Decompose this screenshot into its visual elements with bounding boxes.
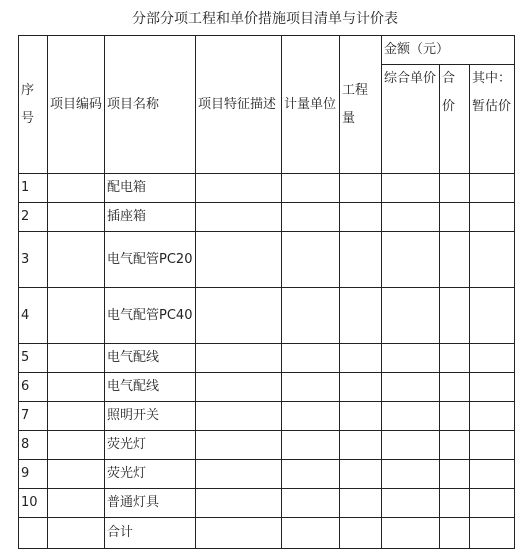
row-total — [440, 174, 470, 203]
table-row — [19, 489, 515, 518]
header-unit-price: 综合单价 — [382, 65, 440, 174]
row-code — [48, 174, 105, 203]
row-unit — [282, 344, 340, 373]
row-code — [48, 344, 105, 373]
row-name: 电气配线 — [105, 344, 196, 373]
row-seq: 3 — [19, 232, 48, 288]
row-provisional — [470, 402, 515, 431]
row-name: 配电箱 — [105, 174, 196, 203]
row-provisional — [470, 288, 515, 344]
row-qty — [340, 288, 382, 344]
row-unit — [282, 232, 340, 288]
row-unit-price — [382, 460, 440, 489]
header-total: 合价 — [440, 65, 470, 174]
row-unit-price — [382, 402, 440, 431]
row-qty — [340, 460, 382, 489]
row-unit-price — [382, 431, 440, 460]
row-total — [440, 373, 470, 402]
row-code — [48, 518, 105, 549]
row-unit-price — [382, 203, 440, 232]
table-row — [19, 373, 515, 402]
table-row — [19, 344, 515, 373]
row-feature — [196, 344, 282, 373]
row-feature — [196, 373, 282, 402]
row-feature — [196, 174, 282, 203]
row-unit — [282, 288, 340, 344]
row-unit-price — [382, 232, 440, 288]
table-row — [19, 232, 515, 288]
row-provisional — [470, 460, 515, 489]
row-unit — [282, 489, 340, 518]
row-feature — [196, 489, 282, 518]
row-seq: 5 — [19, 344, 48, 373]
row-qty — [340, 402, 382, 431]
table-title: 分部分项工程和单价措施项目清单与计价表 — [132, 11, 398, 27]
row-total — [440, 288, 470, 344]
row-total — [440, 431, 470, 460]
row-provisional — [470, 518, 515, 549]
row-name: 电气配管PC40 — [105, 288, 196, 344]
row-total — [440, 489, 470, 518]
row-provisional — [470, 203, 515, 232]
row-qty — [340, 232, 382, 288]
row-unit-price — [382, 373, 440, 402]
row-name: 电气配线 — [105, 373, 196, 402]
row-feature — [196, 431, 282, 460]
row-unit-price — [382, 174, 440, 203]
row-seq: 10 — [19, 489, 48, 518]
row-qty — [340, 203, 382, 232]
row-qty — [340, 518, 382, 549]
header-feature: 项目特征描述 — [196, 36, 282, 174]
row-name: 电气配管PC20 — [105, 232, 196, 288]
row-name: 普通灯具 — [105, 489, 196, 518]
row-provisional — [470, 174, 515, 203]
row-code — [48, 402, 105, 431]
row-unit — [282, 518, 340, 549]
row-code — [48, 232, 105, 288]
row-name: 照明开关 — [105, 402, 196, 431]
row-provisional — [470, 431, 515, 460]
table-row — [19, 402, 515, 431]
row-code — [48, 431, 105, 460]
header-name: 项目名称 — [105, 36, 196, 174]
header-seq: 序号 — [19, 36, 48, 174]
row-feature — [196, 232, 282, 288]
row-unit — [282, 203, 340, 232]
row-qty — [340, 344, 382, 373]
table-row — [19, 431, 515, 460]
row-qty — [340, 489, 382, 518]
row-unit — [282, 373, 340, 402]
row-feature — [196, 402, 282, 431]
row-name: 插座箱 — [105, 203, 196, 232]
row-seq: 8 — [19, 431, 48, 460]
row-feature — [196, 288, 282, 344]
row-unit-price — [382, 518, 440, 549]
row-code — [48, 288, 105, 344]
row-provisional — [470, 344, 515, 373]
table-row — [19, 288, 515, 344]
header-provisional: 其中：暂估价 — [470, 65, 515, 174]
row-code — [48, 460, 105, 489]
row-total — [440, 232, 470, 288]
row-provisional — [470, 232, 515, 288]
row-code — [48, 373, 105, 402]
row-name: 荧光灯 — [105, 460, 196, 489]
row-seq: 4 — [19, 288, 48, 344]
row-unit — [282, 460, 340, 489]
header-row-top — [19, 36, 515, 65]
row-code — [48, 203, 105, 232]
row-unit-price — [382, 288, 440, 344]
row-provisional — [470, 373, 515, 402]
table-row — [19, 203, 515, 232]
row-feature — [196, 518, 282, 549]
row-unit — [282, 431, 340, 460]
row-qty — [340, 174, 382, 203]
row-seq: 2 — [19, 203, 48, 232]
table-row — [19, 460, 515, 489]
row-unit — [282, 174, 340, 203]
row-unit-price — [382, 344, 440, 373]
row-seq: 7 — [19, 402, 48, 431]
row-name: 荧光灯 — [105, 431, 196, 460]
table-row — [19, 174, 515, 203]
row-qty — [340, 373, 382, 402]
row-qty — [340, 431, 382, 460]
row-feature — [196, 203, 282, 232]
row-unit-price — [382, 489, 440, 518]
row-provisional — [470, 489, 515, 518]
row-total — [440, 460, 470, 489]
row-name: 合计 — [105, 518, 196, 549]
row-code — [48, 489, 105, 518]
row-feature — [196, 460, 282, 489]
header-unit: 计量单位 — [282, 36, 340, 174]
bill-of-quantities-table — [18, 35, 515, 549]
row-total — [440, 344, 470, 373]
row-total — [440, 518, 470, 549]
header-qty: 工程量 — [340, 36, 382, 174]
row-seq: 1 — [19, 174, 48, 203]
row-total — [440, 203, 470, 232]
header-code: 项目编码 — [48, 36, 105, 174]
row-seq: 6 — [19, 373, 48, 402]
table-row-total — [19, 518, 515, 549]
row-total — [440, 402, 470, 431]
row-seq — [19, 518, 48, 549]
header-amount: 金额（元） — [382, 36, 515, 65]
row-seq: 9 — [19, 460, 48, 489]
row-unit — [282, 402, 340, 431]
